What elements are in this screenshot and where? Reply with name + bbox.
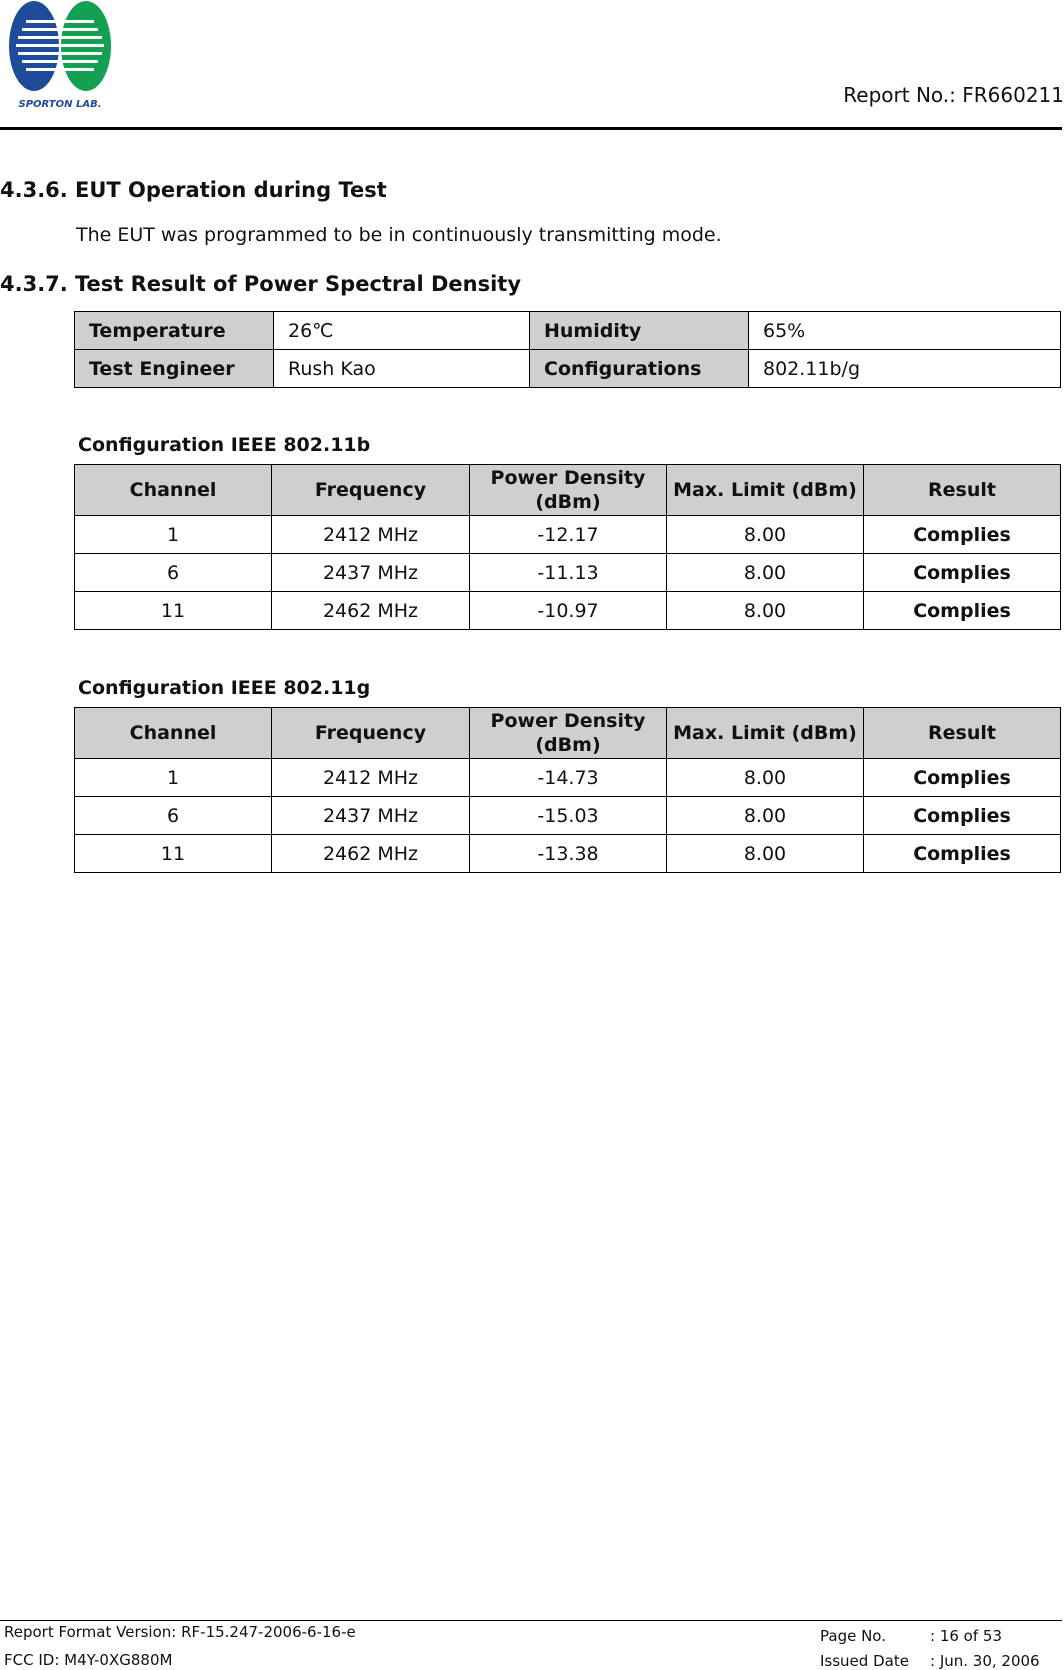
table-row (75, 554, 1061, 592)
limit-cell: 8.00 (667, 759, 864, 797)
header-divider (0, 127, 1062, 130)
power-cell: -12.17 (470, 516, 667, 554)
table-row (75, 835, 1061, 873)
eut-description: The EUT was programmed to be in continuously transmitting mode. (76, 224, 722, 246)
humidity-label: Humidity (530, 312, 749, 350)
power-cell: -13.38 (470, 835, 667, 873)
section-heading-eut-operation (0, 178, 387, 202)
limit-cell: 8.00 (667, 516, 864, 554)
sporton-logo (4, 0, 116, 112)
power-cell: -15.03 (470, 797, 667, 835)
table-header-row (75, 708, 1061, 759)
results-table-80211b (74, 464, 1061, 630)
table-row (75, 759, 1061, 797)
col-header-frequency: Frequency (272, 465, 470, 516)
limit-cell: 8.00 (667, 797, 864, 835)
logo-text: SPORTON LAB. (18, 99, 102, 110)
section-title: Test Result of Power Spectral Density (75, 272, 522, 296)
result-cell: Complies (864, 797, 1061, 835)
col-header-max-limit: Max. Limit (dBm) (667, 465, 864, 516)
fcc-id: FCC ID: M4Y-0XG880M (4, 1651, 173, 1669)
col-header-result: Result (864, 465, 1061, 516)
power-cell: -14.73 (470, 759, 667, 797)
channel-cell: 1 (75, 516, 272, 554)
section-title: EUT Operation during Test (75, 178, 387, 202)
frequency-cell: 2462 MHz (272, 592, 470, 630)
section-number: 4.3.7. (0, 272, 68, 296)
col-header-channel: Channel (75, 708, 272, 759)
channel-cell: 1 (75, 759, 272, 797)
result-cell: Complies (864, 554, 1061, 592)
table-row (75, 592, 1061, 630)
channel-cell: 6 (75, 797, 272, 835)
table-row (75, 516, 1061, 554)
frequency-cell: 2437 MHz (272, 797, 470, 835)
report-format-version: Report Format Version: RF-15.247-2006-6-16-e (4, 1623, 356, 1641)
table-row (75, 350, 1061, 388)
table-row (75, 797, 1061, 835)
temperature-value: 26℃ (274, 312, 530, 350)
table-title-80211g: Configuration IEEE 802.11g (78, 677, 371, 699)
humidity-value: 65% (749, 312, 1061, 350)
report-number: Report No.: FR660211 (843, 83, 1064, 107)
test-conditions-table (74, 311, 1061, 388)
frequency-cell: 2462 MHz (272, 835, 470, 873)
page-number-label: Page No. (820, 1627, 886, 1645)
frequency-cell: 2412 MHz (272, 759, 470, 797)
channel-cell: 6 (75, 554, 272, 592)
limit-cell: 8.00 (667, 835, 864, 873)
col-header-power-density: Power Density (dBm) (470, 465, 667, 516)
result-cell: Complies (864, 516, 1061, 554)
result-cell: Complies (864, 835, 1061, 873)
configurations-label: Configurations (530, 350, 749, 388)
footer-divider (0, 1620, 1062, 1621)
section-number: 4.3.6. (0, 178, 68, 202)
table-header-row (75, 465, 1061, 516)
col-header-power-density: Power Density (dBm) (470, 708, 667, 759)
results-table-80211g (74, 707, 1061, 873)
result-cell: Complies (864, 759, 1061, 797)
col-header-max-limit: Max. Limit (dBm) (667, 708, 864, 759)
channel-cell: 11 (75, 835, 272, 873)
col-header-result: Result (864, 708, 1061, 759)
table-row (75, 312, 1061, 350)
frequency-cell: 2412 MHz (272, 516, 470, 554)
table-title-80211b: Configuration IEEE 802.11b (78, 434, 371, 456)
limit-cell: 8.00 (667, 592, 864, 630)
power-cell: -10.97 (470, 592, 667, 630)
engineer-value: Rush Kao (274, 350, 530, 388)
engineer-label: Test Engineer (75, 350, 274, 388)
channel-cell: 11 (75, 592, 272, 630)
section-heading-psd-result (0, 272, 521, 296)
issued-date-value: : Jun. 30, 2006 (930, 1652, 1040, 1670)
col-header-frequency: Frequency (272, 708, 470, 759)
configurations-value: 802.11b/g (749, 350, 1061, 388)
issued-date-label: Issued Date (820, 1652, 909, 1670)
limit-cell: 8.00 (667, 554, 864, 592)
temperature-label: Temperature (75, 312, 274, 350)
col-header-channel: Channel (75, 465, 272, 516)
power-cell: -11.13 (470, 554, 667, 592)
result-cell: Complies (864, 592, 1061, 630)
page-number-value: : 16 of 53 (930, 1627, 1002, 1645)
frequency-cell: 2437 MHz (272, 554, 470, 592)
